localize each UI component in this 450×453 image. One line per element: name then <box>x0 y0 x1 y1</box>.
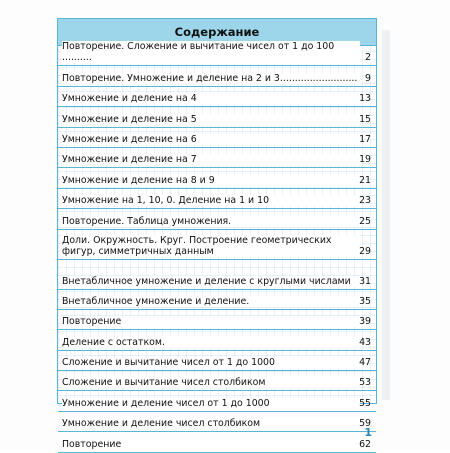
toc-entry-title: Умножение и деление чисел столбиком <box>62 418 360 429</box>
toc-entry-title: Повторение <box>62 439 360 450</box>
toc-entry-title: Деление с остатком. <box>62 337 360 348</box>
toc-title: Содержание <box>174 25 260 39</box>
toc-entry-page: 15 <box>359 113 371 125</box>
toc-entry[interactable] <box>58 260 376 290</box>
toc-entry-page: 53 <box>359 377 371 389</box>
toc-entry-title: Умножение и деление на 5 <box>62 114 360 125</box>
toc-entry-page: 62 <box>359 438 371 450</box>
toc-entry[interactable] <box>58 148 376 168</box>
toc-entry[interactable] <box>58 371 376 391</box>
toc-entry-title: Умножение на 1, 10, 0. Деление на 1 и 10 <box>62 195 360 206</box>
toc-entry[interactable] <box>58 168 376 188</box>
toc-entry-title: Умножение и деление на 7 <box>62 154 360 165</box>
toc-entry-title: Умножение и деление на 4 <box>62 93 360 104</box>
toc-entry-title: Умножение и деление на 6 <box>62 134 360 145</box>
toc-entry[interactable] <box>58 351 376 371</box>
toc-entry-page: 35 <box>359 295 371 307</box>
toc-entry-title: Повторение. Таблица умножения. <box>62 216 360 227</box>
toc-entry-page: 2 <box>365 52 371 64</box>
toc-entry-page: 9 <box>365 72 371 84</box>
toc-entry-page: 29 <box>359 245 371 257</box>
toc-entry[interactable] <box>58 330 376 350</box>
toc-entry-page: 13 <box>359 93 371 105</box>
toc-entry[interactable] <box>58 107 376 127</box>
toc-entry-title: Сложение и вычитание чисел столбиком <box>62 377 360 388</box>
toc-entry[interactable] <box>58 290 376 310</box>
toc-entry-page: 31 <box>359 275 371 287</box>
toc-entry-title: Повторение. Сложение и вычитание чисел от 1 до 100 .......... <box>62 41 360 63</box>
table-of-contents <box>57 18 377 450</box>
toc-entry-page: 43 <box>359 336 371 348</box>
background-shadow <box>382 30 390 400</box>
page-number: 1 <box>364 426 372 439</box>
toc-entry-title: Повторение. Умножение и деление на 2 и 3.......................... <box>62 73 360 84</box>
toc-entry-title: Умножение и деление чисел от 1 до 1000 <box>62 398 360 409</box>
toc-entry[interactable] <box>58 391 376 411</box>
toc-entry-page: 55 <box>359 397 371 409</box>
toc-entry-page: 25 <box>359 215 371 227</box>
toc-entry-page: 39 <box>359 316 371 328</box>
toc-entry-page: 17 <box>359 133 371 145</box>
toc-entry[interactable] <box>58 41 376 66</box>
toc-entry-title: Доли. Окружность. Круг. Построение геометрических фигур, симметричных данным <box>62 235 360 257</box>
toc-list <box>58 41 376 453</box>
toc-entry[interactable] <box>58 230 376 260</box>
toc-entry[interactable] <box>58 66 376 86</box>
toc-entry[interactable] <box>58 128 376 148</box>
toc-entry-title: Внетабличное умножение и деление. <box>62 296 360 307</box>
toc-entry[interactable] <box>58 412 376 432</box>
toc-entry-title: Сложение и вычитание чисел от 1 до 1000 <box>62 357 360 368</box>
toc-entry-title: Повторение <box>62 316 360 327</box>
toc-entry-page: 59 <box>359 418 371 430</box>
toc-entry[interactable] <box>58 310 376 330</box>
toc-entry-page: 19 <box>359 154 371 166</box>
toc-entry-title: Внетабличное умножение и деление с круглыми числами <box>62 276 360 287</box>
toc-entry[interactable] <box>58 209 376 229</box>
toc-entry[interactable] <box>58 87 376 107</box>
toc-entry[interactable] <box>58 189 376 209</box>
toc-entry-page: 21 <box>359 174 371 186</box>
toc-entry-title: Умножение и деление на 8 и 9 <box>62 175 360 186</box>
toc-entry-page: 47 <box>359 357 371 369</box>
toc-entry-page: 23 <box>359 195 371 207</box>
